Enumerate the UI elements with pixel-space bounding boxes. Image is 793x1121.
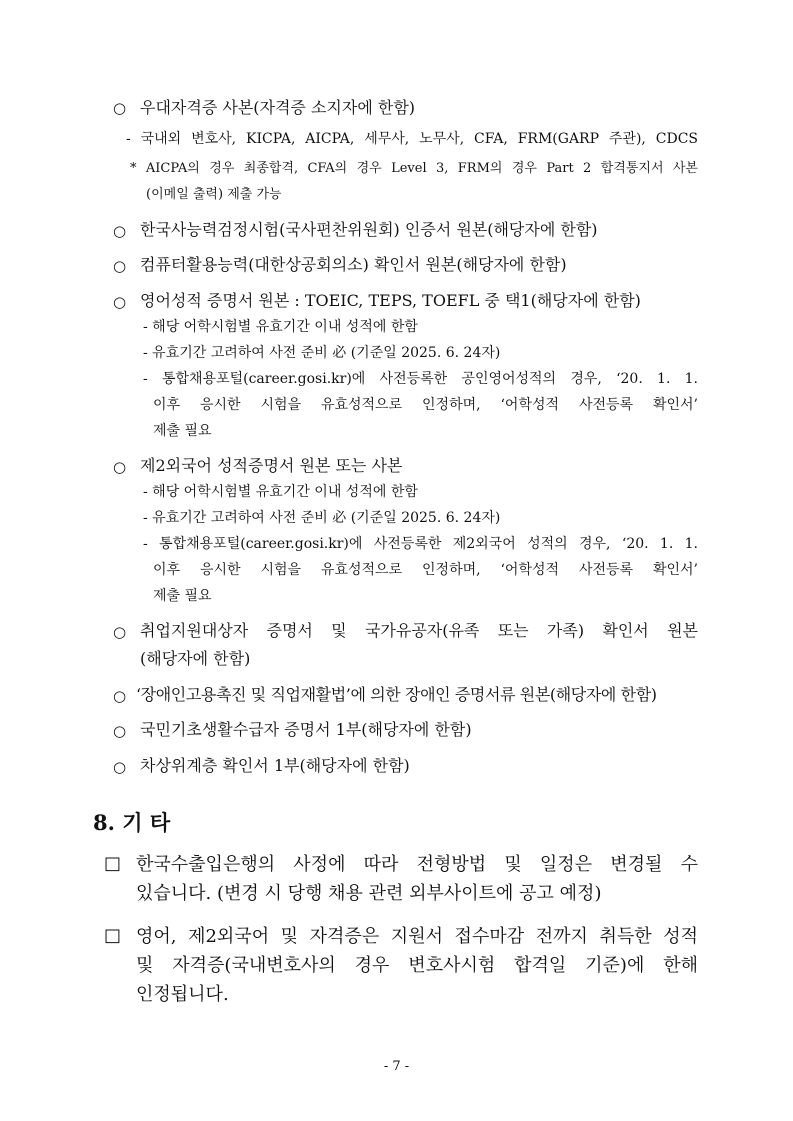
sub-item-continued: 제출 필요 (153, 588, 212, 604)
sub-item: - 해당 어학시험별 유효기간 이내 성적에 한함 (143, 319, 418, 335)
item-title: 우대자격증 사본(자격증 소지자에 한함) (140, 98, 416, 117)
bullet-text-continued: 있습니다. (변경 시 당행 채용 관련 외부사이트에 공고 예정) (136, 883, 602, 904)
item-title-continued: (해당자에 한함) (140, 649, 251, 668)
sub-item: - 유효기간 고려하여 사전 준비 必 (기준일 2025. 6. 24자) (143, 345, 501, 361)
bullet-text-continued: 및 자격증(국내변호사의 경우 변호사시험 합격일 기준)에 한해 (136, 955, 698, 976)
circle-bullet: ○ (113, 687, 127, 705)
page-number: - 7 - (383, 1059, 410, 1074)
sub-item: - 통합채용포털(career.gosi.kr)에 사전등록한 제2외국어 성적의 경우, ‘20. 1. 1. (143, 536, 698, 552)
circle-bullet: ○ (113, 257, 127, 275)
sub-item: - 국내외 변호사, KICPA, AICPA, 세무사, 노무사, CFA, FRM(GARP 주관), CDCS (126, 131, 698, 147)
item-title: 차상위계층 확인서 1부(해당자에 한함) (140, 756, 410, 775)
item-title: 한국사능력검정시험(국사편찬위원회) 인증서 원본(해당자에 한함) (140, 220, 598, 239)
sub-item: - 유효기간 고려하여 사전 준비 必 (기준일 2025. 6. 24자) (143, 510, 501, 526)
item-title: 취업지원대상자 증명서 및 국가유공자(유족 또는 가족) 확인서 원본 (140, 621, 698, 640)
circle-bullet: ○ (113, 222, 127, 240)
square-bullet: □ (104, 853, 122, 874)
item-title: 제2외국어 성적증명서 원본 또는 사본 (140, 456, 403, 475)
item-title: 영어성적 증명서 원본 : TOEIC, TEPS, TOEFL 중 택1(해당자에 한함) (140, 291, 641, 310)
circle-bullet: ○ (113, 722, 127, 740)
sub-item-continued: 이후 응시한 시험을 유효성적으로 인정하며, ‘어학성적 사전등록 확인서’ (153, 562, 698, 578)
item-title: ‘장애인고용촉진 및 직업재활법’에 의한 장애인 증명서류 원본(해당자에 한함) (136, 685, 657, 704)
item-title: 컴퓨터활용능력(대한상공회의소) 확인서 원본(해당자에 한함) (140, 255, 567, 274)
sub-item-continued: 이후 응시한 시험을 유효성적으로 인정하며, ‘어학성적 사전등록 확인서’ (153, 397, 698, 413)
sub-item: - 통합채용포털(career.gosi.kr)에 사전등록한 공인영어성적의 경우, ‘20. 1. 1. (143, 371, 698, 387)
circle-bullet: ○ (113, 458, 127, 476)
sub-item: - 해당 어학시험별 유효기간 이내 성적에 한함 (143, 484, 418, 500)
circle-bullet: ○ (113, 99, 127, 117)
circle-bullet: ○ (113, 758, 127, 776)
bullet-text: 한국수출입은행의 사정에 따라 전형방법 및 일정은 변경될 수 (136, 854, 698, 875)
note-line: (이메일 출력) 제출 가능 (146, 187, 282, 202)
bullet-text-continued: 인정됩니다. (136, 984, 229, 1005)
note-line: * AICPA의 경우 최종합격, CFA의 경우 Level 3, FRM의 경우 Part 2 합격통지서 사본 (130, 161, 698, 176)
item-title: 국민기초생활수급자 증명서 1부(해당자에 한함) (140, 720, 472, 739)
circle-bullet: ○ (113, 293, 127, 311)
sub-item-continued: 제출 필요 (153, 423, 212, 439)
section-heading: 8. 기 타 (93, 810, 171, 835)
bullet-text: 영어, 제2외국어 및 자격증은 지원서 접수마감 전까지 취득한 성적 (136, 926, 698, 947)
square-bullet: □ (104, 925, 122, 946)
circle-bullet: ○ (113, 623, 127, 641)
